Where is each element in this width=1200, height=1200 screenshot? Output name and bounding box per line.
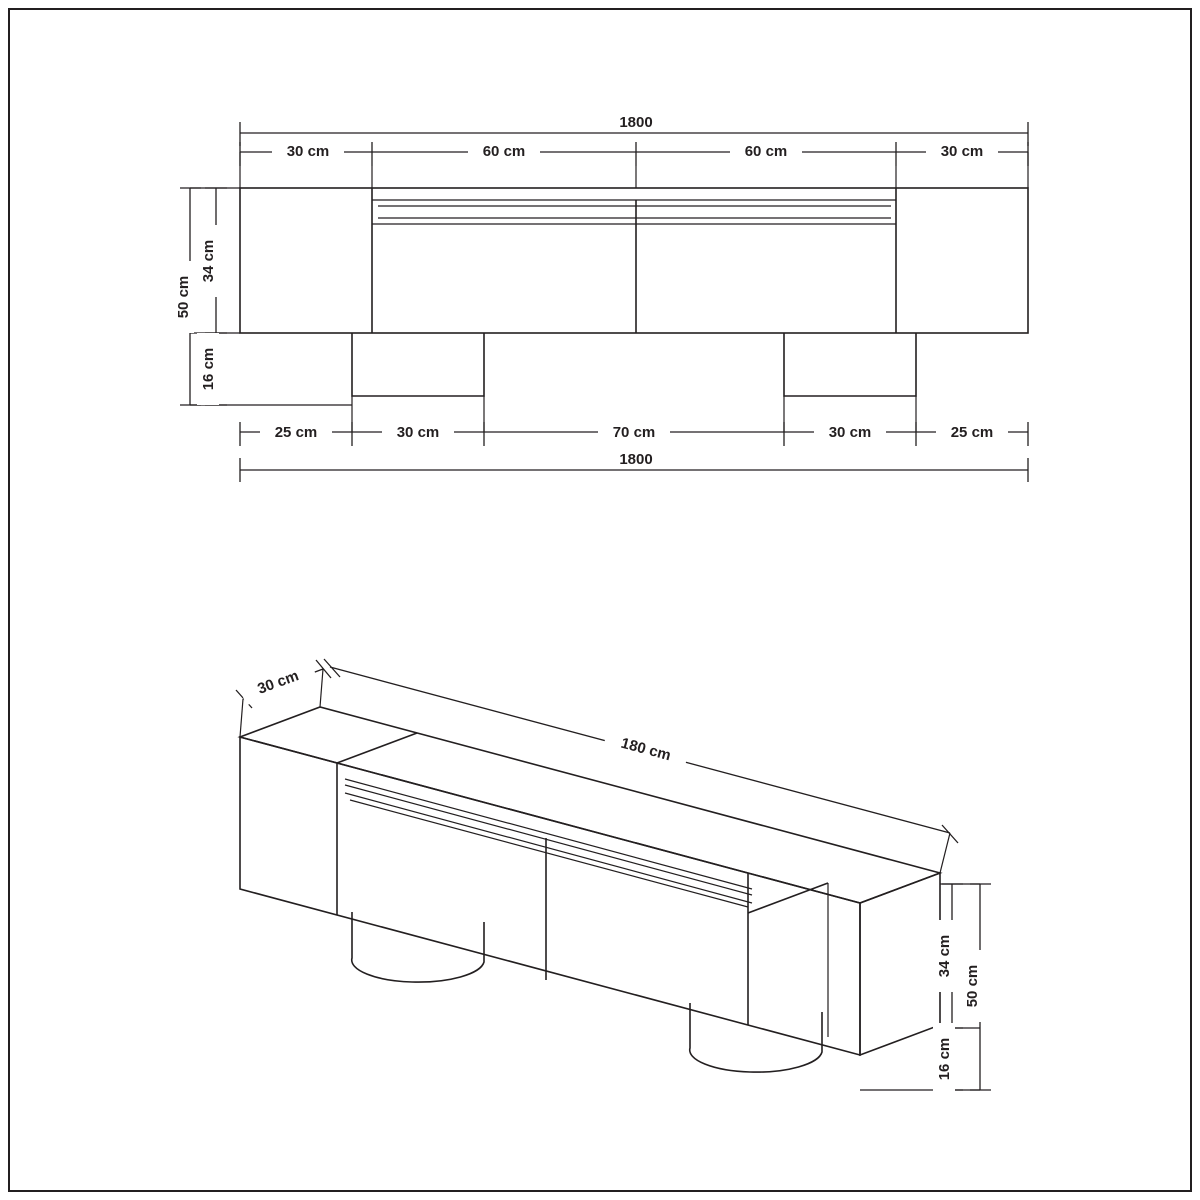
front-height-body-label: 34 cm [197,225,219,297]
front-top-segment-dimensions [240,142,1028,188]
front-segment-label-2: 60 cm [468,140,540,162]
front-top-overall-label: 1800 [596,112,676,132]
perspective-height-total-label: 50 cm [961,950,983,1022]
front-view-geometry [240,188,1028,396]
front-bottom-overall-label: 1800 [596,449,676,469]
perspective-depth-label: 30 cm [239,659,318,706]
perspective-height-body-label: 34 cm [933,920,955,992]
front-height-total-label: 50 cm [172,261,194,333]
front-bottom-segment-label-4: 30 cm [814,421,886,443]
front-bottom-segment-label-3: 70 cm [598,421,670,443]
front-bottom-segment-label-1: 25 cm [260,421,332,443]
perspective-width-dimension [324,659,958,873]
front-segment-label-4: 30 cm [926,140,998,162]
front-segment-label-1: 30 cm [272,140,344,162]
perspective-height-leg-label: 16 cm [933,1023,955,1095]
front-bottom-segment-label-5: 25 cm [936,421,1008,443]
front-segment-label-3: 60 cm [730,140,802,162]
perspective-view-geometry [240,707,940,1072]
front-bottom-segment-label-2: 30 cm [382,421,454,443]
perspective-width-label: 180 cm [603,728,690,771]
front-height-leg-label: 16 cm [197,333,219,405]
